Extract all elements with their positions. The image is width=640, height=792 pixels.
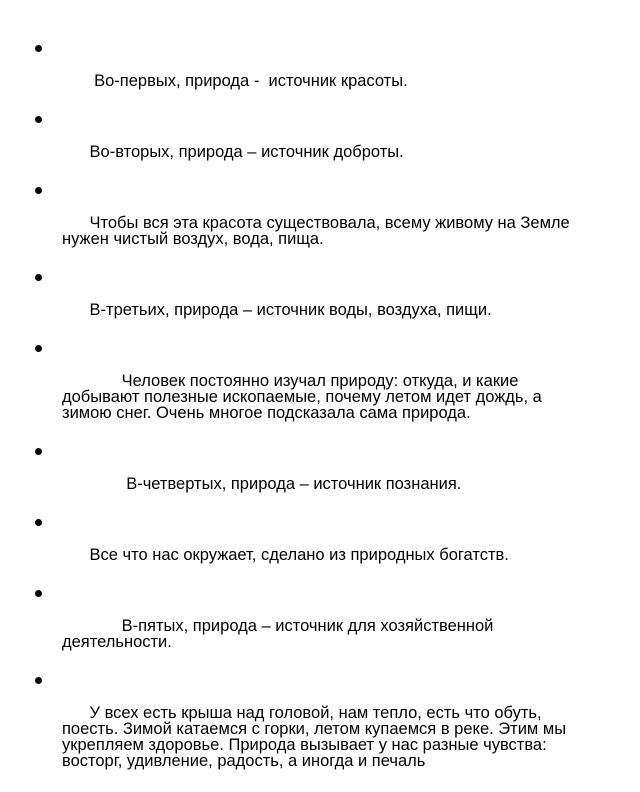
bullet-text: В-пятых, природа – источник для хозяйственной деятельности. bbox=[62, 617, 498, 651]
bullet-item-4 bbox=[32, 270, 592, 334]
bullet-dot-icon bbox=[35, 519, 42, 526]
bullet-list bbox=[32, 41, 592, 792]
bullet-item-7 bbox=[32, 515, 592, 579]
bullet-item-2 bbox=[32, 112, 592, 176]
bullet-item-5 bbox=[32, 341, 592, 437]
bullet-item-9 bbox=[32, 673, 592, 785]
bullet-text: У всех есть крыша над головой, нам тепло, есть что обуть, поесть. Зимой катаемся с горки, летом купаемся в реке. Этим мы укрепляем здоровье. Природа вызывает у нас разные чувства: восторг, удивление, радость, а иногда и печаль bbox=[62, 704, 571, 770]
bullet-text: Во-первых, природа - источник красоты. bbox=[89, 72, 408, 90]
bullet-dot-icon bbox=[35, 116, 42, 123]
bullet-text: Чтобы вся эта красота существовала, всему живому на Земле нужен чистый воздух, вода, пища. bbox=[62, 214, 575, 248]
bullet-item-3 bbox=[32, 183, 592, 263]
bullet-text: В-четвертых, природа – источник познания. bbox=[89, 475, 462, 493]
bullet-text: Во-вторых, природа – источник доброты. bbox=[89, 143, 404, 161]
bullet-dot-icon bbox=[35, 187, 42, 194]
bullet-dot-icon bbox=[35, 448, 42, 455]
bullet-dot-icon bbox=[35, 45, 42, 52]
bullet-item-1 bbox=[32, 41, 592, 105]
bullet-dot-icon bbox=[35, 590, 42, 597]
bullet-item-8 bbox=[32, 586, 592, 666]
bullet-dot-icon bbox=[35, 345, 42, 352]
bullet-dot-icon bbox=[35, 274, 42, 281]
bullet-text: Человек постоянно изучал природу: откуда, и какие добывают полезные ископаемые, почему летом идет дождь, а зимою снег. Очень многое подсказала сама природа. bbox=[62, 372, 547, 422]
bullet-text: В-третьих, природа – источник воды, воздуха, пищи. bbox=[89, 301, 492, 319]
bullet-dot-icon bbox=[35, 677, 42, 684]
bullet-item-6 bbox=[32, 444, 592, 508]
bullet-text: Все что нас окружает, сделано из природных богатств. bbox=[89, 546, 509, 564]
